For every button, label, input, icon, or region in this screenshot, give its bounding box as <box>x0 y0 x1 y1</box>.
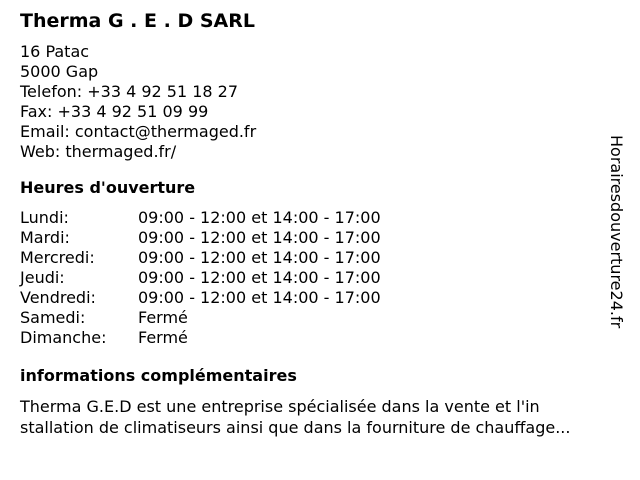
website: Web: thermaged.fr/ <box>20 142 177 161</box>
hours-time: 09:00 - 12:00 et 14:00 - 17:00 <box>138 288 381 307</box>
contact-details <box>20 42 615 162</box>
hours-time: 09:00 - 12:00 et 14:00 - 17:00 <box>138 208 381 227</box>
hours-row-monday <box>20 208 615 228</box>
business-name: Therma G . E . D SARL <box>20 10 255 32</box>
hours-row-sunday <box>20 328 615 348</box>
hours-time: 09:00 - 12:00 et 14:00 - 17:00 <box>138 268 381 287</box>
hours-row-friday <box>20 288 615 308</box>
hours-day: Dimanche: <box>20 328 107 347</box>
info-line-2: stallation de climatiseurs ainsi que dans la fourniture de chauffage... <box>20 418 571 437</box>
additional-info-text <box>20 396 615 438</box>
hours-row-tuesday <box>20 228 615 248</box>
hours-row-thursday <box>20 268 615 288</box>
hours-day: Vendredi: <box>20 288 96 307</box>
hours-row-wednesday <box>20 248 615 268</box>
hours-time: 09:00 - 12:00 et 14:00 - 17:00 <box>138 248 381 267</box>
additional-info-heading: informations complémentaires <box>20 366 297 385</box>
address-city: 5000 Gap <box>20 62 99 81</box>
opening-hours-table <box>20 208 615 348</box>
watermark-text: Horairesdouverture24.fr <box>607 135 626 329</box>
fax-number: Fax: +33 4 92 51 09 99 <box>20 102 209 121</box>
hours-row-saturday <box>20 308 615 328</box>
address-street: 16 Patac <box>20 42 90 61</box>
hours-time: Fermé <box>138 328 188 347</box>
hours-day: Samedi: <box>20 308 86 327</box>
hours-day: Lundi: <box>20 208 69 227</box>
hours-time: Fermé <box>138 308 188 327</box>
business-card <box>20 8 615 438</box>
hours-day: Jeudi: <box>20 268 65 287</box>
hours-time: 09:00 - 12:00 et 14:00 - 17:00 <box>138 228 381 247</box>
info-line-1: Therma G.E.D est une entreprise spécialisée dans la vente et l'in <box>20 397 540 416</box>
hours-day: Mercredi: <box>20 248 95 267</box>
opening-hours-heading: Heures d'ouverture <box>20 178 196 197</box>
email-address: Email: contact@thermaged.fr <box>20 122 257 141</box>
hours-day: Mardi: <box>20 228 70 247</box>
phone-number: Telefon: +33 4 92 51 18 27 <box>20 82 239 101</box>
